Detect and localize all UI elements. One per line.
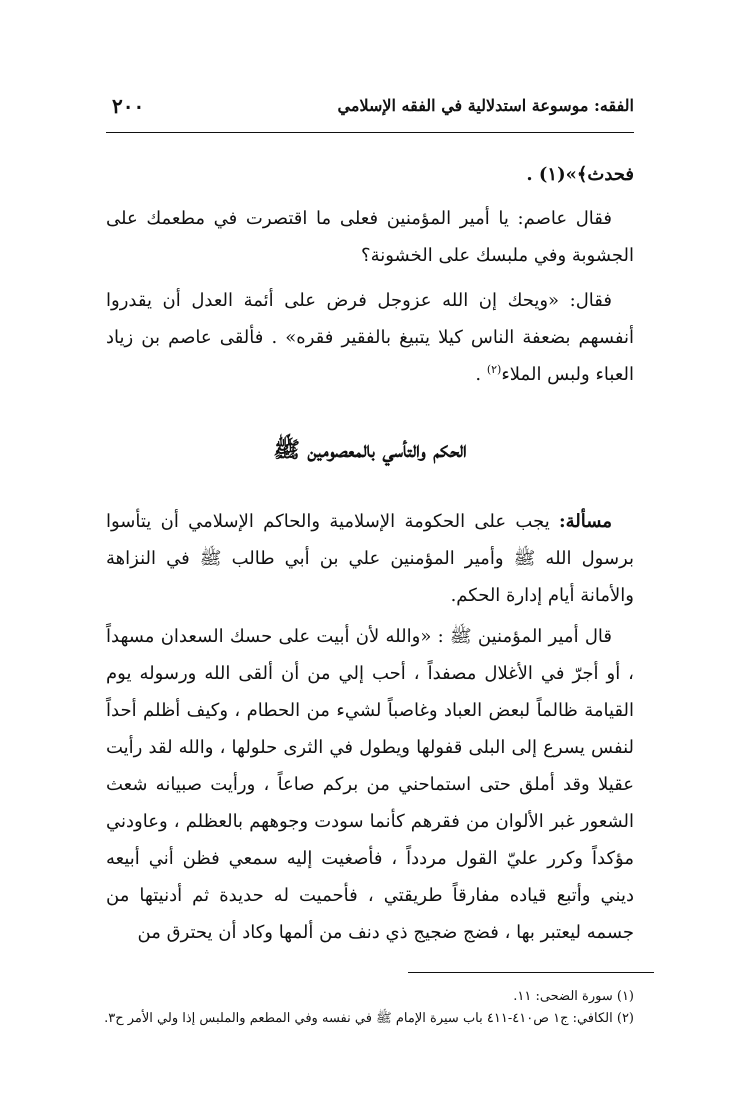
paragraph-4-text: يجب على الحكومة الإسلامية والحاكم الإسلامي أن يتأسوا برسول الله ﷺ وأمير المؤمنين علي بن أبي طالب ﷺ في النزاهة والأمانة أيام إدارة الحكم.	[106, 511, 634, 606]
paragraph-3	[106, 282, 634, 393]
paragraph-5: قال أمير المؤمنين ﷺ : «والله لأن أبيت على حسك السعدان مسهداً ، أو أجرّ في الأغلال مصفداً ، أحب إلي من أن ألقى الله ورسوله يوم القيامة ظالماً لبعض العباد وغاصباً لشيء من الحطام ، وكيف أظلم أحداً لنفس يسرع إلى البلى قفولها ويطول في الثرى حلولها ، والله لقد رأيت عقيلا وقد أملق حتى استماحني من بركم صاعاً ، ورأيت صبيانه شعث الشعور غبر الألوان من فقرهم كأنما سودت وجوههم بالعظلم ، وعاودني مؤكداً وكرر عليّ القول مردداً ، فأصغيت إليه سمعي فظن أني أبيعه ديني وأتبع قياده مفارقاً طريقتي ، فأحميت له حديدة ثم أدنيتها من جسمه ليعتبر بها ، فضج ضجيج ذي دنف من ألمها وكاد أن يحترق من	[106, 626, 634, 943]
issue-label: مسألة:	[559, 511, 612, 532]
page-header	[106, 96, 634, 126]
paragraph-4	[106, 503, 634, 614]
footnote-1: (١) سورة الضحى: ١١.	[513, 989, 634, 1004]
paragraph-2: فقال عاصم: يا أمير المؤمنين فعلى ما اقتصرت في مطعمك على الجشوبة وفي ملبسك على الخشونة؟	[106, 208, 634, 266]
footnotes	[96, 986, 634, 1030]
paragraph-3-end: .	[475, 364, 482, 385]
footnote-divider	[408, 972, 654, 973]
paragraph-3-text: فقال: «ويحك إن الله عزوجل فرض على أئمة العدل أن يقدروا أنفسهم بضعفة الناس كيلا يتبيغ بالفقير فقره» . فألقى عاصم بن زياد العباء ولبس الملاء	[106, 290, 634, 385]
section-heading: الحكم والتأسي بالمعصومين ﷺ	[273, 437, 467, 463]
header-divider	[106, 132, 634, 133]
footnote-ref-2: (٢)	[486, 363, 502, 376]
footnote-2: (٢) الكافي: ج١ ص٤١٠-٤١١ باب سيرة الإمام ﷺ في نفسه وفي المطعم والملبس إذا ولي الأمر ح٣.	[104, 1011, 634, 1026]
paragraph-1: فحدث﴾»(١) .	[526, 164, 634, 185]
page-number: ٢٠٠	[112, 94, 145, 118]
running-title: الفقه: موسوعة استدلالية في الفقه الإسلامي	[337, 96, 634, 115]
